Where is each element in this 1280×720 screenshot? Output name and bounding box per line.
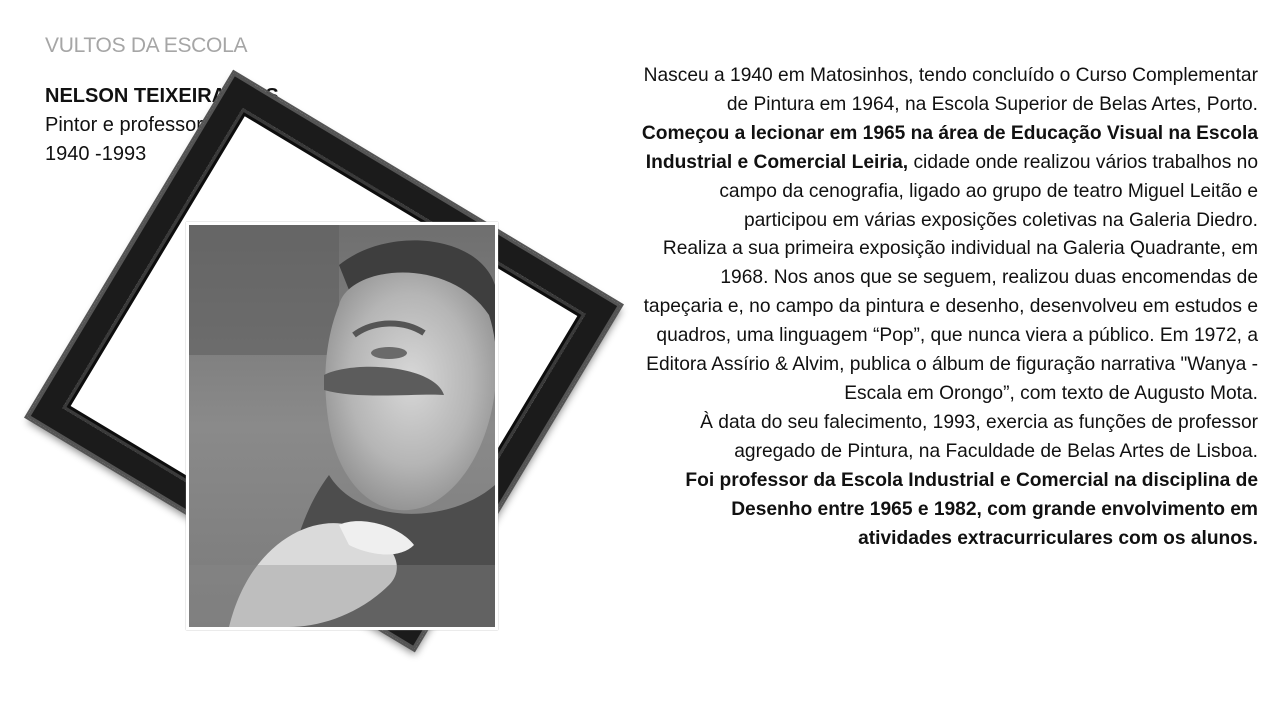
bio-highlight-school: Foi professor da Escola Industrial e Comercial na disciplina de Desenho entre 1965 e 1982, com grande envolvimento em atividades extracurriculares com os alunos. xyxy=(685,469,1258,549)
bio-death: À data do seu falecimento, 1993, exercia as funções de professor agregado de Pintura, na Faculdade de Belas Artes de Lisboa. xyxy=(700,411,1258,462)
bio-highlight-teaching: Começou a lecionar em 1965 na área de Educação Visual na Escola Industrial e Comercial Leiria, xyxy=(641,122,1258,173)
bio-scenography: cidade onde realizou vários trabalhos no campo da cenografia, ligado ao grupo de teatro Miguel Leitão e participou em várias exposições coletivas na Galeria Diedro. xyxy=(719,151,1258,231)
biography-text xyxy=(640,62,1258,553)
person-name: NELSON TEIXEIRA DIAS xyxy=(45,85,279,107)
slide-kicker: VULTOS DA ESCOLA xyxy=(45,34,248,57)
person-role: Pintor e professor xyxy=(45,114,203,136)
bio-exhibitions: Realiza a sua primeira exposição individual na Galeria Quadrante, em 1968. Nos anos que se seguem, realizou duas encomendas de tapeçaria e, no campo da pintura e desenho, desenvolveu em estudos e quadros, uma linguagem “Pop”, que nunca viera a público. Em 1972, a Editora Assírio & Alvim, publica o álbum de figuração narrativa "Wanya - Escala em Orongo”, com texto de Augusto Mota. xyxy=(643,238,1258,404)
portrait-photo xyxy=(186,222,498,630)
person-years: 1940 -1993 xyxy=(45,143,147,165)
bio-intro: Nasceu a 1940 em Matosinhos, tendo concluído o Curso Complementar de Pintura em 1964, na Escola Superior de Belas Artes, Porto. xyxy=(643,65,1258,115)
